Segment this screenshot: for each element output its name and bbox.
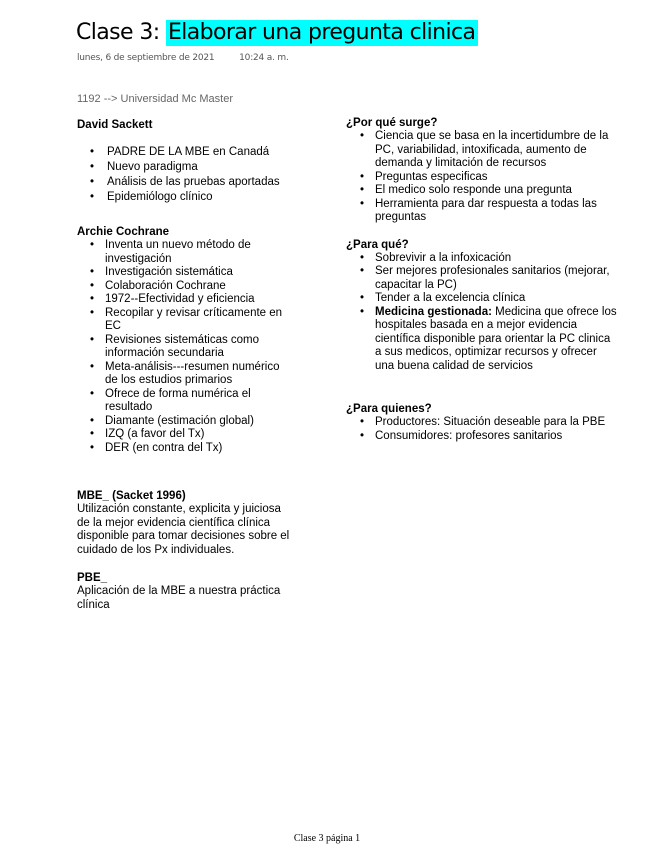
pbe-heading: PBE_ [77, 572, 108, 584]
list-item: • Diamante (estimación global) [77, 415, 292, 429]
list-item: • Herramienta para dar respuesta a todas las preguntas [346, 198, 618, 225]
left-column [77, 118, 292, 612]
list-item: • Inventa un nuevo método de investigación [77, 239, 292, 266]
bold-item-text: Medicina que ofrece los hospitales basada en a mejor evidencia científica disponible para orientar la PC clinica a sus medicos, optimizar recursos y ofrecer una buena calidad de servicios [375, 305, 617, 372]
list-item: • Productores: Situación deseable para la PBE [346, 416, 618, 430]
list-item: • 1972--Efectividad y eficiencia [77, 293, 292, 307]
list-item: • Consumidores: profesores sanitarios [346, 430, 618, 444]
list-item: • DER (en contra del Tx) [77, 442, 292, 456]
title-prefix: Clase 3: [76, 20, 166, 45]
list-item: • Sobrevivir a la infoxicación [346, 252, 618, 266]
list-item: • Colaboración Cochrane [77, 280, 292, 294]
list-item: • El medico solo responde una pregunta [346, 184, 618, 198]
cochrane-list [77, 239, 292, 455]
list-item: • Recopilar y revisar críticamente en EC [77, 307, 292, 334]
list-item: • Meta-análisis---resumen numérico de los estudios primarios [77, 361, 292, 388]
para-quienes-heading: ¿Para quienes? [346, 403, 432, 415]
bold-item-label: Medicina gestionada: [375, 305, 492, 318]
list-item: • Ser mejores profesionales sanitarios (mejorar, capacitar la PC) [346, 265, 618, 292]
list-item: • Análisis de las pruebas aportadas [77, 175, 292, 190]
page-time: 10:24 a. m. [239, 53, 289, 63]
list-item: • Ciencia que se basa en la incertidumbre de la PC, variabilidad, intoxificada, aumento de demanda y limitación de recursos [346, 130, 618, 171]
list-item: • Revisiones sistemáticas como información secundaria [77, 334, 292, 361]
list-item: • PADRE DE LA MBE en Canadá [77, 145, 292, 160]
cochrane-heading: Archie Cochrane [77, 226, 170, 238]
title-highlight: Elaborar una pregunta clinica [166, 20, 478, 46]
list-item: • Tender a la excelencia clínica [346, 292, 618, 306]
mbe-heading: MBE_ (Sacket 1996) [77, 490, 186, 502]
page-date: lunes, 6 de septiembre de 2021 [77, 53, 215, 63]
list-item [346, 306, 618, 374]
list-item: • Nuevo paradigma [77, 160, 292, 175]
para-que-list [346, 252, 618, 374]
pbe-definition: Aplicación de la MBE a nuestra práctica clínica [77, 585, 281, 611]
list-item: • Investigación sistemática [77, 266, 292, 280]
sackett-heading: David Sackett [77, 119, 153, 131]
list-item: • IZQ (a favor del Tx) [77, 428, 292, 442]
para-que-heading: ¿Para qué? [346, 238, 409, 251]
page-timestamp [77, 53, 289, 63]
page-title [76, 19, 478, 47]
right-column [346, 116, 618, 443]
list-item: • Epidemiólogo clínico [77, 190, 292, 205]
source-note: 1192 --> Universidad Mc Master [77, 93, 233, 105]
por-que-heading: ¿Por qué surge? [346, 117, 438, 129]
sackett-list [77, 145, 292, 205]
para-quienes-list [346, 416, 618, 443]
list-item: • Preguntas especificas [346, 171, 618, 185]
page-footer: Clase 3 página 1 [293, 833, 361, 844]
por-que-list [346, 130, 618, 225]
list-item: • Ofrece de forma numérica el resultado [77, 388, 292, 415]
mbe-definition: Utilización constante, explicita y juiciosa de la mejor evidencia científica clínica disponible para tomar decisiones sobre el cuidado de los Px individuales. [77, 503, 290, 556]
